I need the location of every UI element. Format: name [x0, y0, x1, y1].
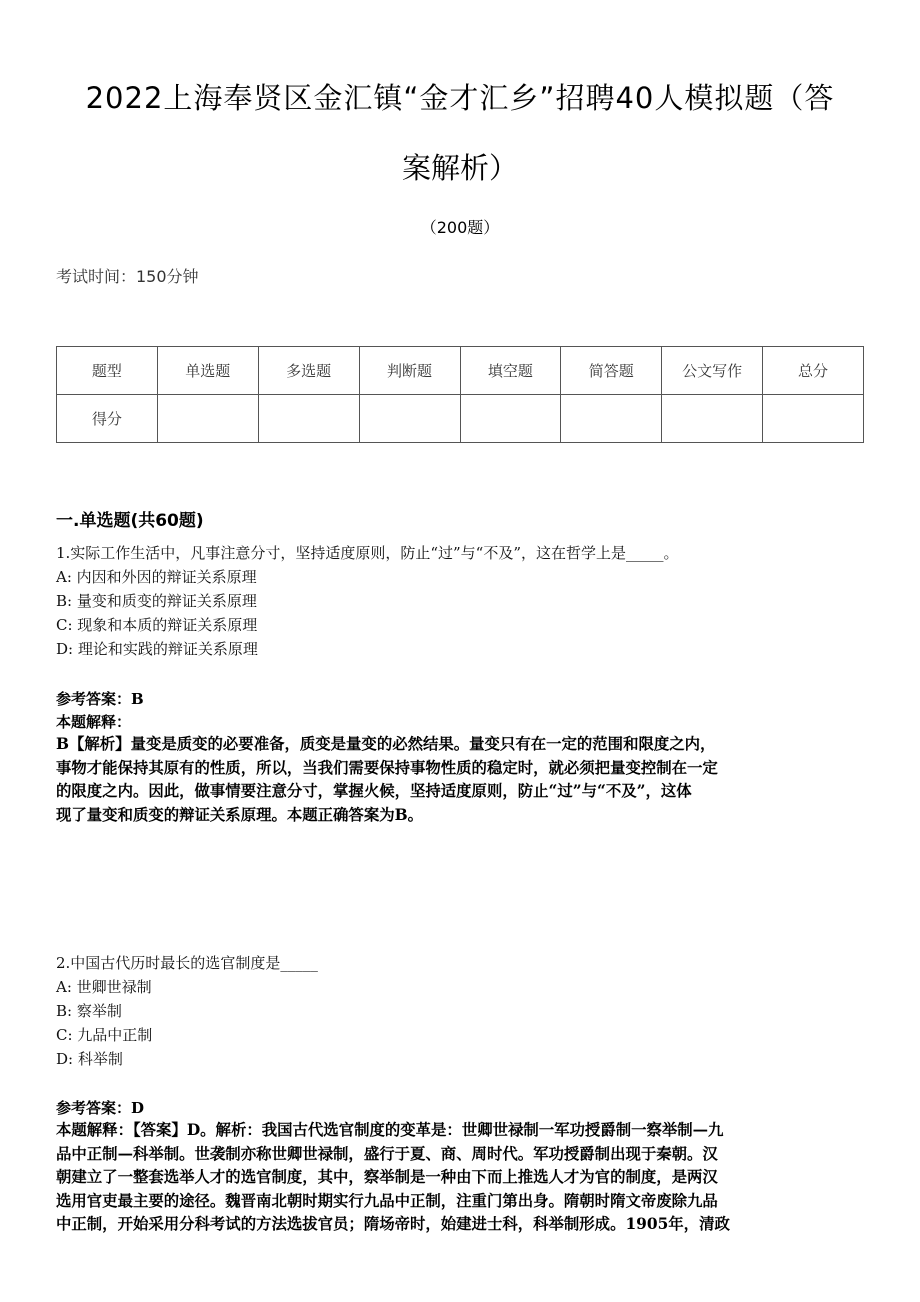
exam-time: 考试时间：150分钟 [56, 267, 199, 286]
question-1-answer: 参考答案：B [56, 690, 144, 708]
score-cell [157, 395, 258, 443]
explanation-line: 选用官吏最主要的途径。魏晋南北朝时期实行九品中正制，注重门第出身。隋朝时隋文帝废除九品 [56, 1191, 718, 1210]
score-header-cell: 多选题 [258, 347, 359, 395]
explanation-line: 本题解释：【答案】D。解析：我国古代选官制度的变革是：世卿世禄制一军功授爵制一察举制—九 [56, 1121, 724, 1139]
question-1-option-b: B: 量变和质变的辩证关系原理 [56, 592, 257, 610]
explanation-line: B【解析】量变是质变的必要准备，质变是量变的必然结果。量变只有在一定的范围和限度之内， [56, 735, 716, 753]
score-header-cell: 公文写作 [662, 347, 763, 395]
document-title-line-2: 案解析） [401, 151, 518, 185]
question-1-option-c: C: 现象和本质的辩证关系原理 [56, 616, 258, 634]
question-2-option-d: D: 科举制 [56, 1050, 123, 1068]
explanation-line: 的限度之内。因此，做事情要注意分寸，掌握火候，坚持适度原则，防止“过”与“不及”，这体 [56, 782, 692, 800]
question-1-explanation-label: 本题解释： [56, 713, 132, 731]
section-title: 一.单选题(共60题) [56, 511, 204, 531]
explanation-line: 品中正制—科举制。世袭制亦称世卿世禄制，盛行于夏、商、周时代。军功授爵制出现于秦朝。汉 [56, 1144, 718, 1163]
score-header-cell: 判断题 [359, 347, 460, 395]
question-2-explanation [56, 1119, 868, 1237]
document-title-line-1: 2022上海奉贤区金汇镇“金才汇乡”招聘40人模拟题（答 [85, 81, 835, 115]
score-cell [763, 395, 864, 443]
question-2-option-a: A: 世卿世禄制 [56, 978, 152, 996]
explanation-line: 中正制，开始采用分科考试的方法选拔官员；隋场帝时，始建进士科，科举制形成。1905年，清政 [56, 1215, 730, 1233]
score-header-cell: 总分 [763, 347, 864, 395]
score-row-label: 得分 [57, 395, 158, 443]
question-1-option-d: D: 理论和实践的辩证关系原理 [56, 640, 258, 658]
explanation-line: 现了量变和质变的辩证关系原理。本题正确答案为B。 [56, 805, 423, 824]
explanation-line: 事物才能保持其原有的性质，所以，当我们需要保持事物性质的稳定时，就必须把量变控制在一定 [56, 758, 718, 777]
explanation-line: 朝建立了一整套选举人才的选官制度，其中，察举制是一种由下而上推选人才为官的制度，是两汉 [56, 1168, 718, 1186]
score-table-header-row [57, 347, 864, 395]
score-cell [359, 395, 460, 443]
score-table [56, 346, 864, 443]
question-count: （200题） [420, 218, 500, 237]
score-header-cell: 题型 [57, 347, 158, 395]
question-2-stem: 2.中国古代历时最长的选官制度是_____ [56, 954, 318, 972]
score-cell [561, 395, 662, 443]
question-1-explanation [56, 733, 868, 827]
score-header-cell: 单选题 [157, 347, 258, 395]
question-1-stem: 1.实际工作生活中，凡事注意分寸，坚持适度原则，防止“过”与“不及”，这在哲学上是_____。 [56, 544, 679, 562]
score-header-cell: 填空题 [460, 347, 561, 395]
question-1-option-a: A: 内因和外因的辩证关系原理 [56, 568, 257, 586]
score-table-score-row [57, 395, 864, 443]
score-cell [662, 395, 763, 443]
score-cell [460, 395, 561, 443]
question-2-option-b: B: 察举制 [56, 1002, 122, 1020]
score-cell [258, 395, 359, 443]
score-header-cell: 简答题 [561, 347, 662, 395]
question-2-option-c: C: 九品中正制 [56, 1026, 153, 1044]
question-2-answer: 参考答案：D [56, 1099, 145, 1117]
